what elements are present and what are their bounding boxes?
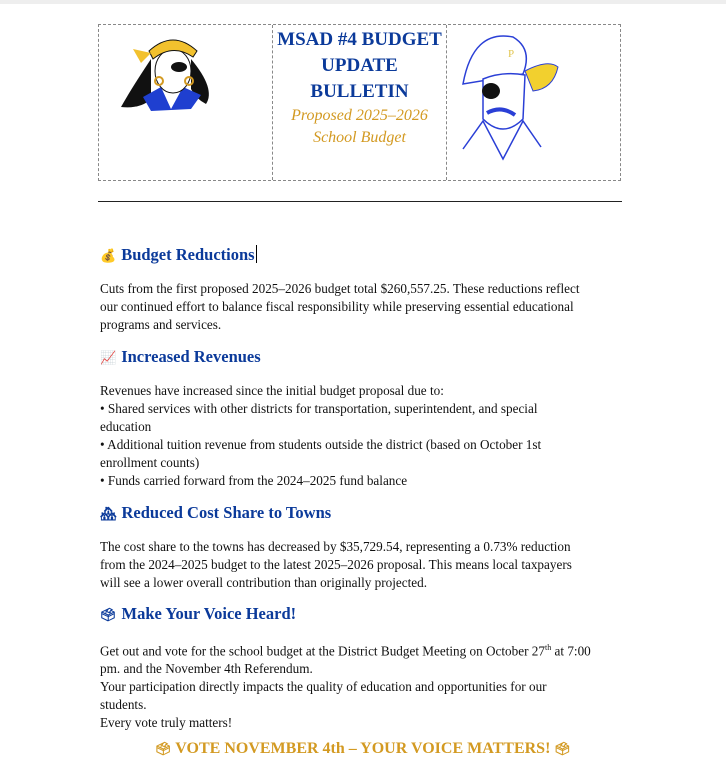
title-cell: [272, 25, 446, 180]
text-line: students.: [100, 697, 147, 713]
section-heading-reduced-cost-share: [100, 503, 331, 523]
houses-icon: 🏘: [100, 506, 117, 521]
female-pirate-mascot-image: [121, 29, 231, 119]
text-cursor: [256, 245, 257, 263]
vote-banner-text: VOTE NOVEMBER 4th – YOUR VOICE MATTERS!: [175, 740, 551, 757]
heading-text: Budget Reductions: [121, 245, 255, 264]
text-line: Cuts from the first proposed 2025–2026 budget total $260,557.25. These reductions reflect: [100, 281, 580, 296]
text-line: Revenues have increased since the initial budget proposal due to:: [100, 383, 444, 398]
text-line: The cost share to the towns has decreased by $35,729.54, representing a 0.73% reduction: [100, 539, 571, 554]
left-logo-cell: [99, 25, 272, 180]
toolbar-strip: [0, 0, 726, 4]
text-line: from the 2024–2025 budget to the latest 2025–2026 proposal. This means local taxpayers: [100, 557, 572, 572]
ballot-box-icon: 🗳: [554, 741, 571, 756]
heading-text: Make Your Voice Heard!: [121, 604, 297, 623]
right-logo-cell: [446, 25, 620, 180]
text-line: programs and services.: [100, 317, 222, 332]
bullet-item: • Shared services with other districts for transportation, superintendent, and special: [100, 401, 538, 416]
text-span: at 7:00: [551, 643, 591, 659]
bulletin-subtitle: [273, 105, 446, 149]
text-line: education: [100, 419, 152, 434]
svg-text:P: P: [508, 48, 515, 60]
bullet-item: • Funds carried forward from the 2024–2025 fund balance: [100, 473, 408, 488]
chart-increasing-icon: 📈: [100, 350, 117, 365]
text-line: Your participation directly impacts the quality of education and opportunities for our: [100, 679, 547, 695]
ballot-box-icon: 🗳: [155, 741, 172, 756]
bullet-item: • Additional tuition revenue from students outside the district (based on October 1st: [100, 437, 542, 452]
text-line: will see a lower overall contribution than originally projected.: [100, 575, 428, 590]
title-line: MSAD #4 BUDGET: [277, 29, 442, 50]
male-pirate-mascot-image: [453, 29, 563, 169]
heading-text: Reduced Cost Share to Towns: [121, 503, 332, 522]
paragraph-budget-reductions: [100, 280, 630, 334]
section-heading-budget-reductions: [100, 245, 257, 265]
text-line: enrollment counts): [100, 455, 200, 470]
superscript: th: [544, 643, 552, 652]
section-heading-make-your-voice-heard: [100, 604, 296, 624]
money-bag-icon: 💰: [100, 248, 117, 263]
title-line: UPDATE: [321, 55, 398, 76]
paragraph-make-your-voice-heard: [100, 639, 640, 732]
text-span: Get out and vote for the school budget at the District Budget Meeting on October 27: [100, 643, 545, 659]
text-line: pm. and the November 4th Referendum.: [100, 661, 313, 677]
subtitle-line: Proposed 2025–2026: [291, 107, 428, 124]
text-line: our continued effort to balance fiscal responsibility while preserving essential educational: [100, 299, 574, 314]
horizontal-divider: [98, 201, 622, 202]
ballot-box-icon: 🗳: [100, 607, 117, 622]
title-line: BULLETIN: [310, 81, 409, 102]
bulletin-title: [273, 27, 446, 105]
heading-text: Increased Revenues: [121, 347, 261, 366]
section-heading-increased-revenues: [100, 347, 261, 367]
subtitle-line: School Budget: [313, 129, 406, 146]
paragraph-increased-revenues: [100, 382, 630, 490]
paragraph-reduced-cost-share: [100, 538, 630, 592]
vote-banner: [0, 740, 726, 758]
header-table: [98, 24, 621, 181]
text-line: [100, 639, 640, 660]
text-line: Every vote truly matters!: [100, 715, 233, 731]
